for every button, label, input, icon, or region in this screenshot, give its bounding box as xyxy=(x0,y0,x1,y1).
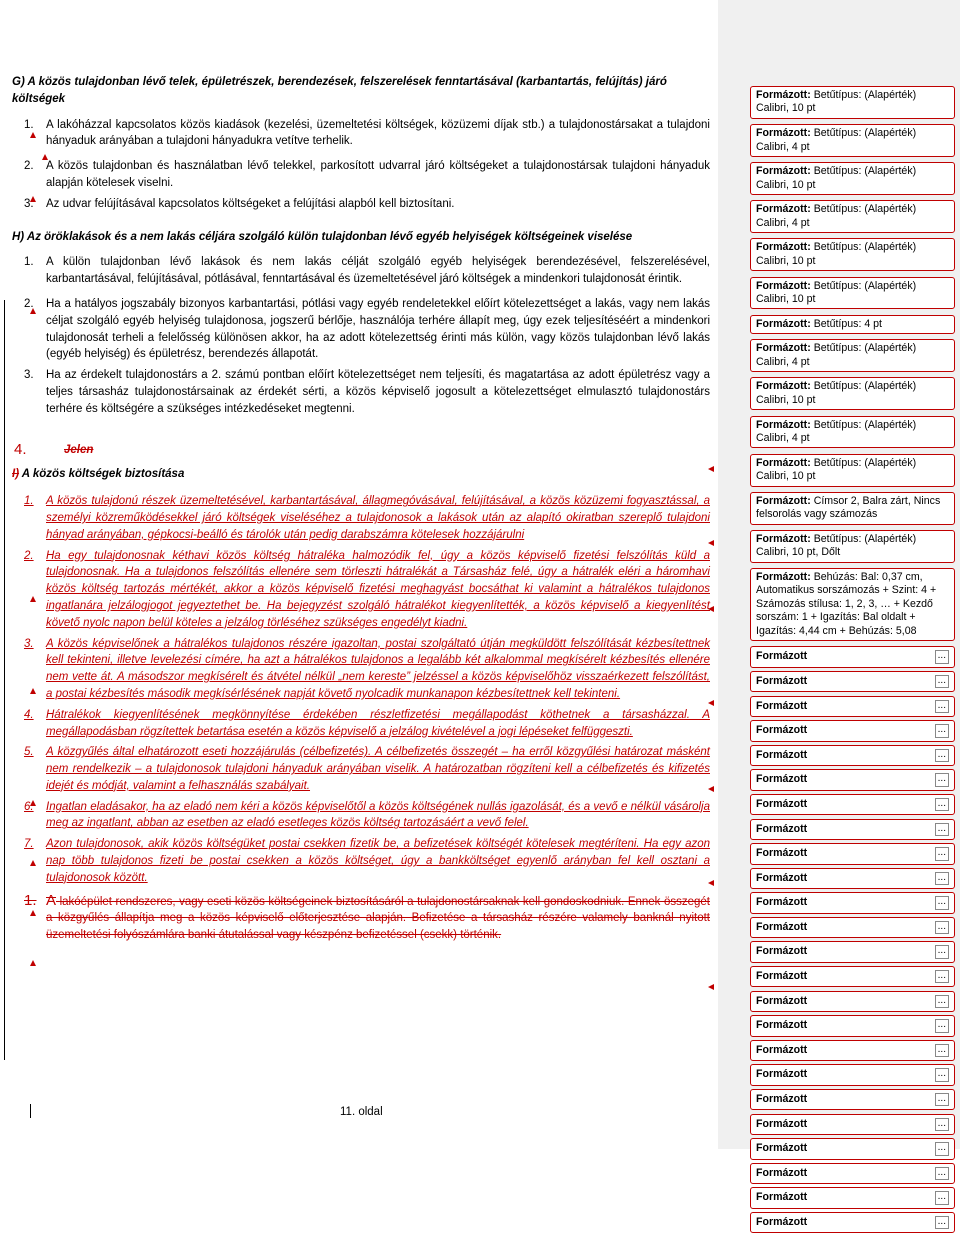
balloon-label: Formázott xyxy=(756,1166,808,1179)
expand-balloon-button[interactable]: ... xyxy=(935,675,949,688)
format-balloon-collapsed[interactable] xyxy=(750,917,955,938)
revision-marker xyxy=(30,860,36,866)
list-item xyxy=(12,493,710,543)
deleted-number: 4. xyxy=(14,440,27,458)
comment-balloons xyxy=(750,86,955,1237)
list-number: 3. xyxy=(24,197,34,210)
balloon-label: Formázott: xyxy=(756,380,811,393)
list-number: 3. xyxy=(24,369,34,382)
format-balloon-collapsed[interactable] xyxy=(750,941,955,962)
deleted-line xyxy=(12,442,710,459)
list-number: 1. xyxy=(24,256,34,269)
balloon-label: Formázott: xyxy=(756,342,811,355)
revision-marker xyxy=(30,596,36,602)
list-text: Ha a hatályos jogszabály bizonyos karbantartási, pótlási vagy egyéb rendeletekkel előírt kötelezettséget a lakás, vagy nem lakás céljat szolgáló egyéb helyiség tulajdonosa, jogszerű bérlője, használója terhére állapít meg, úgy ezek teljesítéséért a mindenkori tulajdonosát terheli a felelősség különösen akkor, ha az adott kötelezettség érinti más külön, vagy közös tulajdonban lévő lakás (egyéb helyiség) és épületrész, berendezés állapotát. xyxy=(46,297,710,361)
expand-balloon-button[interactable]: ... xyxy=(935,995,949,1008)
list-number: 1. xyxy=(24,118,34,131)
expand-balloon-button[interactable]: ... xyxy=(935,1118,949,1131)
format-balloon-collapsed[interactable] xyxy=(750,1163,955,1184)
balloon-anchor xyxy=(708,466,714,472)
list-number: 1. xyxy=(24,495,34,508)
balloon-text: Betűtípus: (Alapérték) Calibri, 10 pt xyxy=(756,279,917,305)
deleted-block-number: 1. xyxy=(24,891,37,909)
format-balloon-collapsed[interactable] xyxy=(750,819,955,840)
balloon-anchor xyxy=(708,606,714,612)
balloon-label: Formázott: xyxy=(756,241,811,254)
balloon-label: Formázott xyxy=(756,1068,808,1081)
list-text: Hátralékok kiegyenlítésének megkönnyítése érdekében részletfizetési megállapodást köthetnek a társasházzal. A megállapodásban rögzítettek betartása esetén a közös képviselő a jelzálog kivételével a jogi lépéseket felfüggeszti. xyxy=(46,708,710,738)
format-balloon-collapsed[interactable] xyxy=(750,1187,955,1208)
balloon-label: Formázott xyxy=(756,724,808,737)
balloon-label: Formázott: xyxy=(756,418,811,431)
deleted-block xyxy=(12,893,710,944)
deleted-text: Jelen xyxy=(64,443,94,456)
list-number: 6. xyxy=(24,800,34,813)
list-text: A közgyűlés által elhatározott eseti hozzájárulás (célbefizetés). A célbefizetés összegét – ha erről közgyűlési határozat másként nem rendelkezik – a tulajdonosok tulajdoni hányaduk arányában viselik. A határozatban rögzíteni kell a célbefizetés és kifizetés idejét és módját, valamint a felhasználás szabályait. xyxy=(46,746,710,792)
format-balloon[interactable] xyxy=(750,568,955,641)
expand-balloon-button[interactable]: ... xyxy=(935,749,949,762)
format-balloon-collapsed[interactable] xyxy=(750,966,955,987)
format-balloon[interactable] xyxy=(750,530,955,563)
list-item xyxy=(12,707,710,741)
balloon-anchor xyxy=(708,540,714,546)
format-balloon-collapsed[interactable] xyxy=(750,892,955,913)
section-i-title: A közös költségek biztosítása xyxy=(19,468,185,481)
revision-marker xyxy=(30,960,36,966)
document-body xyxy=(12,74,710,948)
balloon-label: Formázott: xyxy=(756,571,811,584)
format-balloon-collapsed[interactable] xyxy=(750,720,955,741)
format-balloon[interactable] xyxy=(750,315,955,334)
change-bar-footer xyxy=(30,1104,31,1118)
balloon-label: Formázott xyxy=(756,650,808,663)
format-balloon-collapsed[interactable] xyxy=(750,794,955,815)
format-balloon-collapsed[interactable] xyxy=(750,991,955,1012)
short-balloon-list xyxy=(750,646,955,1233)
balloon-text: Betűtípus: (Alapérték) Calibri, 10 pt xyxy=(756,456,917,483)
expand-balloon-button[interactable]: ... xyxy=(935,1167,949,1180)
list-number: 4. xyxy=(24,708,34,721)
format-balloon[interactable] xyxy=(750,124,955,157)
expand-balloon-button[interactable]: ... xyxy=(935,921,949,934)
format-balloon[interactable] xyxy=(750,238,955,271)
balloon-label: Formázott xyxy=(756,674,808,687)
list-number: 2. xyxy=(24,297,34,310)
list-text: A közös tulajdonban és használatban lévő telekkel, parkosított udvarral járó költségeket a tulajdonostársak tulajdoni hányaduk alapján kötelesek viselni. xyxy=(46,160,710,189)
balloon-label: Formázott xyxy=(756,773,808,786)
format-balloon[interactable] xyxy=(750,416,955,449)
format-balloon-collapsed[interactable] xyxy=(750,1064,955,1085)
revision-marker xyxy=(30,910,36,916)
list-item xyxy=(12,836,710,886)
expand-balloon-button[interactable]: ... xyxy=(935,1191,949,1204)
list-item xyxy=(12,196,710,213)
section-i-deleted-prefix: I) xyxy=(12,468,20,481)
expand-balloon-button[interactable]: ... xyxy=(935,872,949,885)
format-balloon[interactable] xyxy=(750,162,955,195)
balloon-anchor xyxy=(708,700,714,706)
revision-marker xyxy=(42,154,48,160)
balloon-label: Formázott xyxy=(756,970,808,983)
balloon-label: Formázott xyxy=(756,871,808,884)
revision-marker xyxy=(30,308,36,314)
balloon-label: Formázott xyxy=(756,920,808,933)
expand-balloon-button[interactable]: ... xyxy=(935,1142,949,1155)
balloon-label: Formázott xyxy=(756,1216,808,1228)
list-number: 2. xyxy=(24,549,34,562)
balloon-label: Formázott: xyxy=(756,127,811,140)
expand-balloon-button[interactable]: ... xyxy=(935,1044,949,1057)
balloon-text: Betűtípus: (Alapérték) Calibri, 4 pt xyxy=(756,342,917,368)
section-i-heading xyxy=(12,466,710,483)
deleted-block-text xyxy=(46,893,710,944)
balloon-label: Formázott xyxy=(756,797,808,810)
list-text: Ingatlan eladásakor, ha az eladó nem kéri a közös képviselőtől a közös költségének nullás igazolását, és a vevő e nélkül vásárolja meg az ingatlant, abban az esetben az eladó esetleges közös költség tartozásáért a vevő felel. xyxy=(46,800,710,830)
balloon-label: Formázott xyxy=(756,1019,808,1032)
format-balloon[interactable] xyxy=(750,86,955,119)
format-balloon-collapsed[interactable] xyxy=(750,769,955,790)
list-text: Ha az érdekelt tulajdonostárs a 2. számú pontban előírt kötelezettséget nem teljesíti, és magatartása az adott épületrész vagy a teljes társasház tulajdonostársainak az érdekét sérti, a közös képviselő jogosult a kötelezettséget elmulasztó tulajdonostárs terhére és költségére a szükséges intézkedéseket megtenni. xyxy=(46,369,710,415)
list-item xyxy=(12,548,710,632)
list-item xyxy=(12,799,710,833)
expand-balloon-button[interactable]: ... xyxy=(935,773,949,786)
expand-balloon-button[interactable]: ... xyxy=(935,1216,949,1229)
format-balloon[interactable] xyxy=(750,454,955,487)
balloon-anchor xyxy=(708,880,714,886)
format-balloon-collapsed[interactable] xyxy=(750,1114,955,1135)
balloon-text: Betűtípus: (Alapérték) Calibri, 4 pt xyxy=(756,203,917,229)
list-text: A közös képviselőnek a hátralékos tulajdonos részére igazoltan, postai szolgáltató útján megküldött felszólítását kézbesítettnek kell tekinteni, illetve levelezési címére, ha azt a hátralékos tulajdonos a legalább két alkalommal megkísérelt kézbesítés ellenére nem vette át. A másodszor megkísérelt és átvétel nélkül „nem kereste” jelzéssel a közös képviselőhöz visszaérkezett felszólítást, a postai kézbesítés második megkísérlésének napját követő nyolcadik munkanapon kézbesítettnek kell tekinteni. xyxy=(46,637,710,700)
list-item xyxy=(12,636,710,703)
format-balloon-collapsed[interactable] xyxy=(750,696,955,717)
expand-balloon-button[interactable]: ... xyxy=(935,970,949,983)
list-item xyxy=(12,254,710,288)
page-number: 11. oldal xyxy=(340,1106,383,1118)
format-balloon-collapsed[interactable] xyxy=(750,1040,955,1061)
balloon-text: Betűtípus: (Alapérték) Calibri, 10 pt xyxy=(756,89,917,115)
balloon-label: Formázott: xyxy=(756,532,811,545)
balloon-label: Formázott xyxy=(756,896,808,909)
balloon-anchor xyxy=(708,984,714,990)
balloon-anchor xyxy=(708,786,714,792)
balloon-label: Formázott xyxy=(756,847,808,860)
balloon-text: Betűtípus: (Alapérték) Calibri, 10 pt xyxy=(756,380,917,406)
section-h-heading: H) Az öröklakások és a nem lakás céljára szolgáló külön tulajdonban lévő egyéb helyiségek költségeinek viselése xyxy=(12,230,633,243)
expand-balloon-button[interactable]: ... xyxy=(935,724,949,737)
format-balloon[interactable] xyxy=(750,377,955,410)
balloon-label: Formázott xyxy=(756,699,808,712)
list-number: 3. xyxy=(24,637,34,650)
list-item xyxy=(12,744,710,794)
format-balloon-collapsed[interactable] xyxy=(750,646,955,667)
balloon-label: Formázott: xyxy=(756,494,811,507)
balloon-label: Formázott: xyxy=(756,89,811,101)
format-balloon-collapsed[interactable] xyxy=(750,671,955,692)
list-text: Az udvar felújításával kapcsolatos költségeket a felújítási alapból kell biztosítani. xyxy=(46,197,455,210)
balloon-label: Formázott xyxy=(756,1043,808,1056)
expand-balloon-button[interactable]: ... xyxy=(935,1019,949,1032)
balloon-label: Formázott xyxy=(756,994,808,1007)
balloon-label: Formázott: xyxy=(756,456,811,469)
expand-balloon-button[interactable]: ... xyxy=(935,945,949,958)
list-text: A lakóházzal kapcsolatos közös kiadások (kezelési, üzemeltetési költségek, közüzemi díjak stb.) a tulajdonostársakat a tulajdoni hányaduk arányában a tulajdoni hányadukra vetítve terhelik. xyxy=(46,118,710,148)
format-balloon-collapsed[interactable] xyxy=(750,868,955,889)
balloon-label: Formázott xyxy=(756,1117,808,1130)
change-bar xyxy=(4,300,5,1060)
balloon-label: Formázott xyxy=(756,945,808,958)
expand-balloon-button[interactable]: ... xyxy=(935,1068,949,1081)
balloon-text: Betűtípus: 4 pt xyxy=(813,317,883,330)
balloon-text: Betűtípus: (Alapérték) Calibri, 4 pt xyxy=(756,127,917,153)
expand-balloon-button[interactable]: ... xyxy=(935,847,949,860)
revision-marker xyxy=(30,196,36,202)
balloon-text: Behúzás: Bal: 0,37 cm, Automatikus sorszámozás + Szint: 4 + Számozás stílusa: 1, 2, 3, … + Kezdő sorszám: 1 + Igazítás: Bal oldalt + Igazítás: 4,44 cm + Behúzás: 5,08 xyxy=(756,571,937,637)
balloon-label: Formázott xyxy=(756,1093,808,1106)
list-number: 2. xyxy=(24,160,34,173)
balloon-label: Formázott: xyxy=(756,165,811,178)
list-item xyxy=(12,296,710,363)
format-balloon[interactable] xyxy=(750,339,955,372)
expand-balloon-button[interactable]: ... xyxy=(935,650,949,663)
balloon-label: Formázott: xyxy=(756,317,811,330)
revision-marker xyxy=(30,132,36,138)
list-item xyxy=(12,158,710,192)
expand-balloon-button[interactable]: ... xyxy=(935,700,949,713)
format-balloon-collapsed[interactable] xyxy=(750,1212,955,1233)
balloon-label: Formázott xyxy=(756,1142,808,1155)
balloon-label: Formázott: xyxy=(756,279,811,292)
format-balloon-collapsed[interactable] xyxy=(750,1015,955,1036)
list-text: A közös tulajdonú részek üzemeltetésével, karbantartásával, állagmegóvásával, felújításával, a közös közüzemi fogyasztással, a személyi közreműködésekkel járó költségek viseléséhez a tulajdonosok a lakások után az alapító okiratban szereplő tulajdoni hányad arányában, gépkocsi-beálló és tárolók után pedig darabszámra kötelesek hozzájárulni xyxy=(46,495,710,541)
balloon-text: Betűtípus: (Alapérték) Calibri, 10 pt xyxy=(756,241,917,267)
list-item xyxy=(12,117,710,151)
list-number: 5. xyxy=(24,746,34,759)
list-item xyxy=(12,367,710,417)
balloon-label: Formázott xyxy=(756,822,808,835)
deleted-block-lead: A xyxy=(46,891,57,909)
format-balloon-collapsed[interactable] xyxy=(750,843,955,864)
expand-balloon-button[interactable]: ... xyxy=(935,1093,949,1106)
balloon-text: Betűtípus: (Alapérték) Calibri, 4 pt xyxy=(756,418,917,444)
balloon-label: Formázott xyxy=(756,1191,808,1204)
expand-balloon-button[interactable]: ... xyxy=(935,798,949,811)
format-balloon[interactable] xyxy=(750,492,955,525)
revision-marker xyxy=(30,688,36,694)
format-balloon[interactable] xyxy=(750,277,955,310)
balloon-label: Formázott: xyxy=(756,203,811,216)
format-balloon-collapsed[interactable] xyxy=(750,1089,955,1110)
balloon-label: Formázott xyxy=(756,748,808,761)
revision-marker xyxy=(30,800,36,806)
balloon-text: Címsor 2, Balra zárt, Nincs felsorolás vagy számozás xyxy=(756,494,941,521)
list-text: Ha egy tulajdonosnak kéthavi közös költség hátraléka halmozódik fel, úgy a közös képviselő fizetési felszólítás küld a tulajdonosnak. Ha a tulajdonos felszólítás ellenére sem törleszti hátralékát a Társasház felé, úgy a hátralék eléri a háromhavi közös költség tartozás mértékét, akkor a közös képviselő fizetési meghagyást bocsáthat ki valamint a hátralékos tulajdonos ingatlanára jelzálogjogot jegyeztethet be. Ha bejegyzést szolgáló hátralékot kiegyenlítették, a közös képviselő a kiegyenlítést követő nyolc napon belül köteles a jelzálog törléséhez szükséges engedélyt kiadni. xyxy=(46,549,710,629)
balloon-text: Betűtípus: (Alapérték) Calibri, 10 pt, Dőlt xyxy=(756,532,917,559)
format-balloon[interactable] xyxy=(750,200,955,233)
section-g-heading: G) A közös tulajdonban lévő telek, épületrészek, berendezések, felszerelések fenntartásával (karbantartás, felújítás) járó költségek xyxy=(12,76,667,105)
balloon-text: Betűtípus: (Alapérték) Calibri, 10 pt xyxy=(756,165,917,191)
deleted-block-body: lakóépület rendszeres, vagy eseti közös költségeinek biztosításáról a tulajdonostársaknak kell gondoskodniuk. Ennek összegét a közgyűlés állapítja meg a közös képviselő előterjesztése alapján. Befizetése a társasház részére valamely banknál nyitott üzemeltetési folyószámlára banki átutalással vagy készpénz befizetéssel (csekk) történik. xyxy=(46,895,710,942)
list-text: A külön tulajdonban lévő lakások és nem lakás célját szolgáló egyéb helyiségek berendezésével, felszerelésével, karbantartásával, felújításával, pótlásával, fenntartásával és üzemeltetésével járó költségek a mindenkori tulajdonosát érintik. xyxy=(46,256,710,286)
format-balloon-collapsed[interactable] xyxy=(750,745,955,766)
list-number: 7. xyxy=(24,838,34,851)
expand-balloon-button[interactable]: ... xyxy=(935,823,949,836)
list-text: Azon tulajdonosok, akik közös költségüket postai csekken fizetik be, a befizetések költségét kötelesek megtéríteni. Ha egy azon nap több tulajdonos fizeti be postai csekken a közös költséget, úgy a bankköltséget egyenlő arányban fel kell osztani a tulajdonosok között. xyxy=(46,838,710,884)
expand-balloon-button[interactable]: ... xyxy=(935,896,949,909)
